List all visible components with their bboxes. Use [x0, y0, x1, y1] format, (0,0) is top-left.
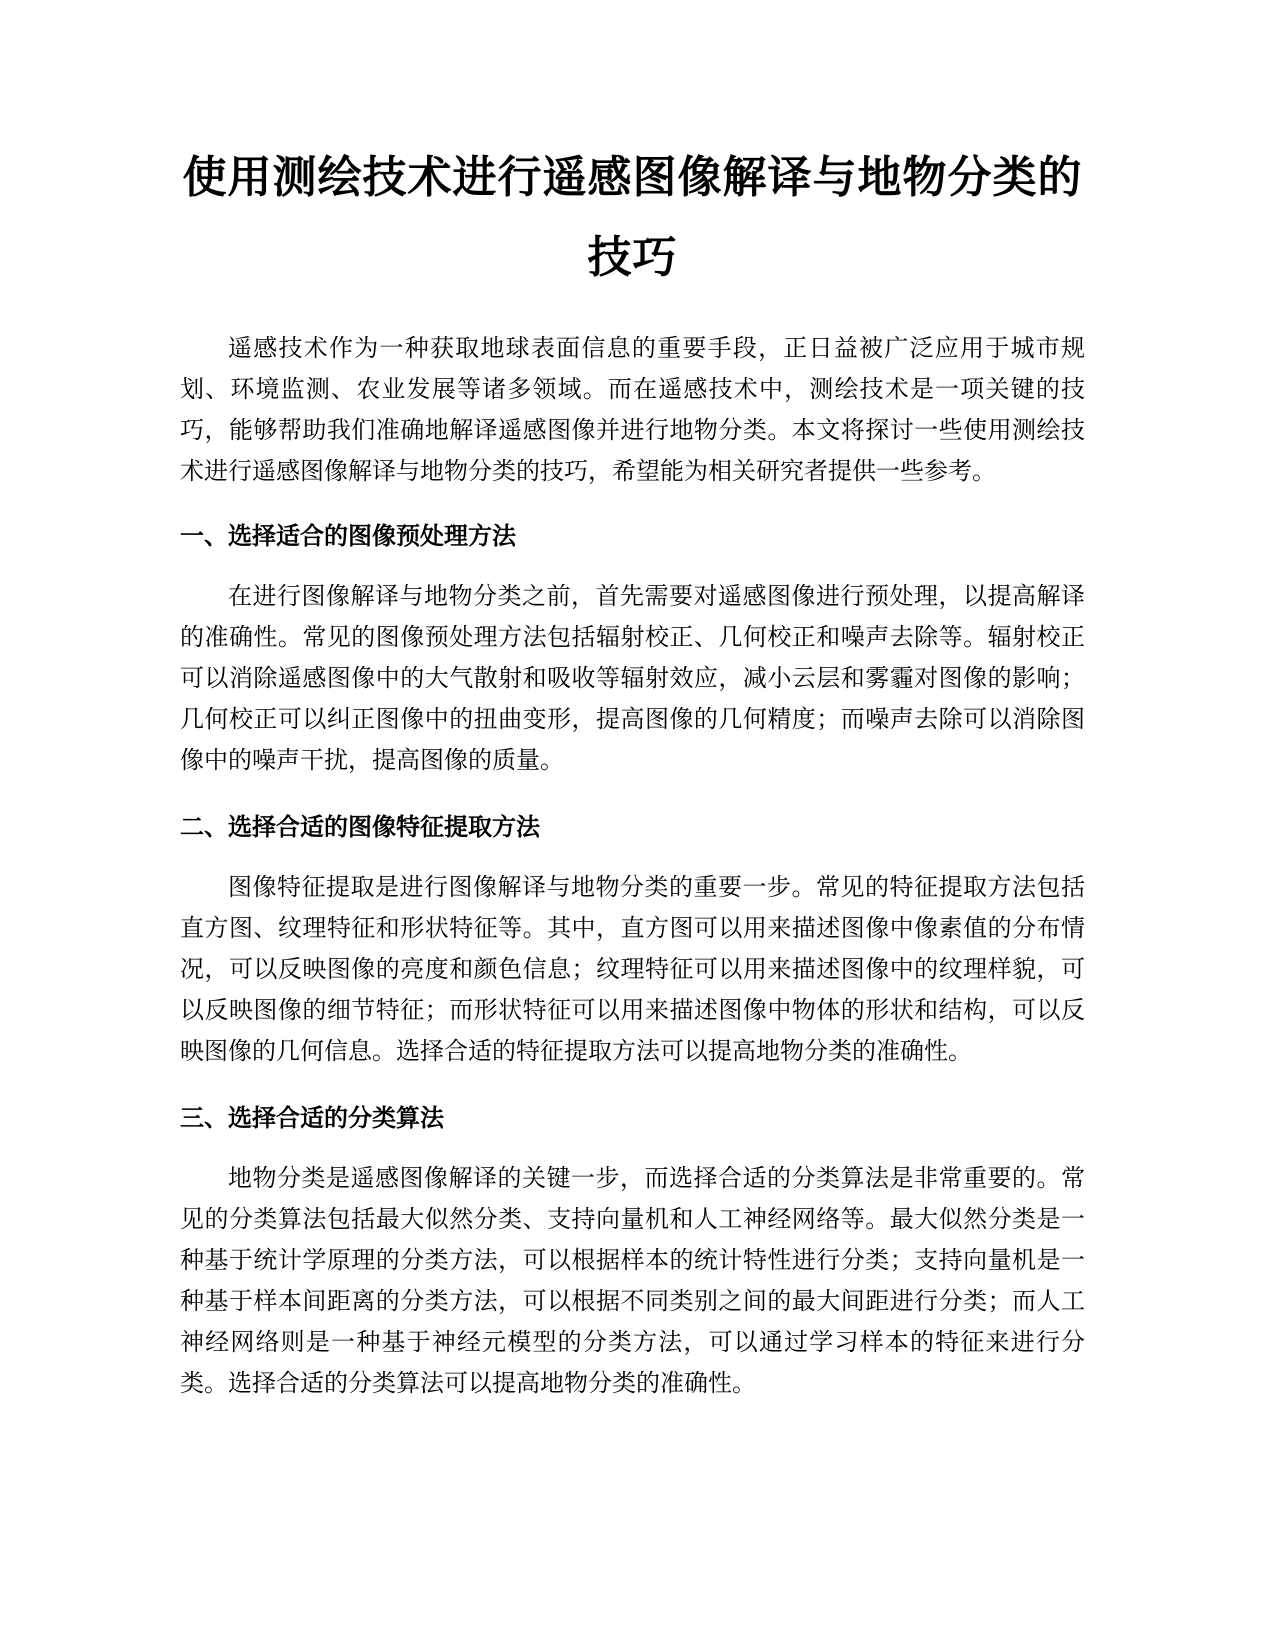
section-preprocessing [180, 520, 1085, 781]
section-heading: 二、选择合适的图像特征提取方法 [180, 813, 540, 841]
section-heading: 一、选择适合的图像预处理方法 [180, 522, 516, 550]
intro-paragraph: 遥感技术作为一种获取地球表面信息的重要手段，正日益被广泛应用于城市规划、环境监测、农业发展等诸多领域。而在遥感技术中，测绘技术是一项关键的技巧，能够帮助我们准确地解译遥感图像并进行地物分类。本文将探讨一些使用测绘技术进行遥感图像解译与地物分类的技巧，希望能为相关研究者提供一些参考。 [180, 334, 1085, 485]
section-paragraph: 地物分类是遥感图像解译的关键一步，而选择合适的分类算法是非常重要的。常见的分类算法包括最大似然分类、支持向量机和人工神经网络等。最大似然分类是一种基于统计学原理的分类方法，可以根据样本的统计特性进行分类；支持向量机是一种基于样本间距离的分类方法，可以根据不同类别之间的最大间距进行分类；而人工神经网络则是一种基于神经元模型的分类方法，可以通过学习样本的特征来进行分类。选择合适的分类算法可以提高地物分类的准确性。 [180, 1164, 1085, 1397]
document-title: 使用测绘技术进行遥感图像解译与地物分类的技巧 [182, 152, 1083, 283]
document-content [180, 138, 1085, 1404]
section-paragraph: 在进行图像解译与地物分类之前，首先需要对遥感图像进行预处理，以提高解译的准确性。常见的图像预处理方法包括辐射校正、几何校正和噪声去除等。辐射校正可以消除遥感图像中的大气散射和吸收等辐射效应，减小云层和雾霾对图像的影响；几何校正可以纠正图像中的扭曲变形，提高图像的几何精度；而噪声去除可以消除图像中的噪声干扰，提高图像的质量。 [180, 582, 1085, 774]
section-classification-algorithm [180, 1102, 1085, 1404]
section-heading: 三、选择合适的分类算法 [180, 1104, 444, 1132]
section-feature-extraction [180, 811, 1085, 1072]
section-paragraph: 图像特征提取是进行图像解译与地物分类的重要一步。常见的特征提取方法包括直方图、纹理特征和形状特征等。其中，直方图可以用来描述图像中像素值的分布情况，可以反映图像的亮度和颜色信息；纹理特征可以用来描述图像中的纹理样貌，可以反映图像的细节特征；而形状特征可以用来描述图像中物体的形状和结构，可以反映图像的几何信息。选择合适的特征提取方法可以提高地物分类的准确性。 [180, 873, 1085, 1065]
